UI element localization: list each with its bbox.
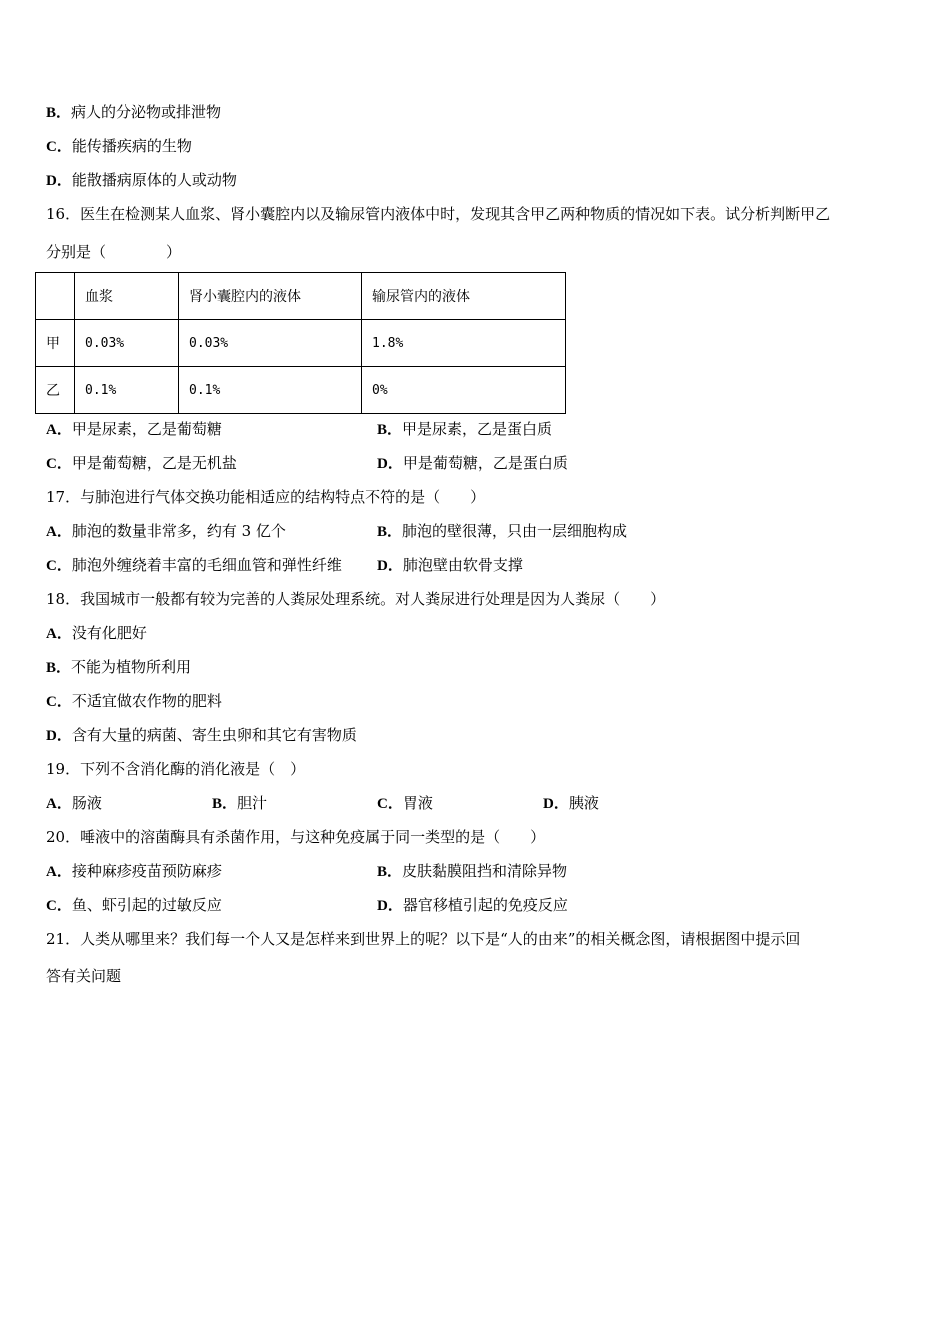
q15-option-d (46, 170, 237, 191)
option-letter: B． (377, 524, 403, 540)
table-cell: 0.03% (179, 320, 362, 367)
q20-stem: 20．唾液中的溶菌酶具有杀菌作用，与这种免疫属于同一类型的是（ ） (46, 828, 546, 846)
table-row (36, 367, 566, 414)
q20-option-c (46, 895, 222, 916)
q15-option-b (46, 102, 221, 123)
option-text: 胃液 (402, 794, 433, 812)
option-letter: D． (46, 173, 72, 189)
option-letter: C． (46, 139, 72, 155)
option-letter: A． (46, 422, 72, 438)
q16-option-c (46, 453, 237, 474)
option-letter: A． (46, 626, 72, 642)
table-header-cell: 血浆 (75, 273, 179, 320)
q16-table (35, 272, 566, 414)
table-header-row (36, 273, 566, 320)
q16-option-a (46, 419, 222, 440)
option-text: 接种麻疹疫苗预防麻疹 (71, 862, 222, 880)
option-letter: B． (377, 422, 403, 438)
option-text: 皮肤黏膜阻挡和清除异物 (402, 862, 568, 880)
table-cell: 0.03% (75, 320, 179, 367)
option-letter: D． (46, 728, 72, 744)
option-letter: B． (46, 105, 72, 121)
option-text: 甲是葡萄糖，乙是无机盐 (71, 454, 237, 472)
q21-stem-line2: 答有关问题 (46, 967, 122, 985)
q17-option-c (46, 555, 342, 576)
option-text: 能传播疾病的生物 (71, 137, 192, 155)
option-letter: D． (377, 898, 403, 914)
q16-stem-line2: 分别是（ ） (46, 243, 182, 261)
q18-stem: 18．我国城市一般都有较为完善的人粪尿处理系统。对人粪尿进行处理是因为人粪尿（ ） (46, 590, 666, 608)
option-text: 肺泡外缠绕着丰富的毛细血管和弹性纤维 (71, 556, 342, 574)
option-text: 甲是尿素，乙是蛋白质 (402, 420, 553, 438)
option-letter: A． (46, 796, 72, 812)
q20-option-b (377, 861, 567, 882)
q19-option-a (46, 793, 102, 814)
q18-option-a (46, 623, 147, 644)
option-text: 含有大量的病菌、寄生虫卵和其它有害物质 (71, 726, 357, 744)
q18-option-d (46, 725, 357, 746)
q18-option-c (46, 691, 222, 712)
option-text: 鱼、虾引起的过敏反应 (71, 896, 222, 914)
q16-option-d (377, 453, 568, 474)
q16-stem-line1: 16．医生在检测某人血浆、肾小囊腔内以及输尿管内液体中时，发现其含甲乙两种物质的情况如下表。试分析判断甲乙 (46, 205, 831, 223)
q21-stem-line1: 21．人类从哪里来？我们每一个人又是怎样来到世界上的呢？以下是“人的由来”的相关概念图，请根据图中提示回 (46, 930, 801, 948)
table-cell: 0.1% (75, 367, 179, 414)
option-text: 器官移植引起的免疫反应 (402, 896, 568, 914)
option-letter: D． (377, 456, 403, 472)
option-text: 肺泡壁由软骨支撑 (402, 556, 523, 574)
option-text: 胰液 (568, 794, 599, 812)
option-text: 肺泡的数量非常多，约有 3 亿个 (71, 522, 286, 540)
table-cell: 1.8% (362, 320, 566, 367)
option-text: 甲是葡萄糖，乙是蛋白质 (402, 454, 568, 472)
table-row-label: 甲 (36, 320, 75, 367)
option-letter: B． (46, 660, 72, 676)
option-letter: C． (46, 898, 72, 914)
q17-option-b (377, 521, 627, 542)
q20-option-a (46, 861, 222, 882)
option-text: 肺泡的壁很薄，只由一层细胞构成 (402, 522, 628, 540)
q15-option-c (46, 136, 192, 157)
q20-option-d (377, 895, 568, 916)
option-letter: C． (377, 796, 403, 812)
option-letter: A． (46, 864, 72, 880)
option-letter: C． (46, 558, 72, 574)
table-row (36, 320, 566, 367)
q19-option-c (377, 793, 433, 814)
table-cell: 0% (362, 367, 566, 414)
option-letter: B． (377, 864, 403, 880)
option-letter: C． (46, 456, 72, 472)
option-letter: D． (543, 796, 569, 812)
q18-option-b (46, 657, 191, 678)
table-header-cell (36, 273, 75, 320)
option-text: 能散播病原体的人或动物 (71, 171, 237, 189)
option-text: 甲是尿素，乙是葡萄糖 (71, 420, 222, 438)
table-header-cell: 肾小囊腔内的液体 (179, 273, 362, 320)
q16-option-b (377, 419, 552, 440)
option-text: 胆汁 (237, 794, 268, 812)
q19-option-b (212, 793, 267, 814)
q19-stem: 19．下列不含消化酶的消化液是（ ） (46, 760, 306, 778)
option-letter: C． (46, 694, 72, 710)
option-text: 不适宜做农作物的肥料 (71, 692, 222, 710)
option-text: 不能为植物所利用 (71, 658, 192, 676)
table-header-cell: 输尿管内的液体 (362, 273, 566, 320)
option-text: 病人的分泌物或排泄物 (71, 103, 222, 121)
q17-option-d (377, 555, 523, 576)
option-letter: A． (46, 524, 72, 540)
option-letter: D． (377, 558, 403, 574)
option-letter: B． (212, 796, 238, 812)
option-text: 没有化肥好 (71, 624, 147, 642)
q19-option-d (543, 793, 599, 814)
table-cell: 0.1% (179, 367, 362, 414)
option-text: 肠液 (71, 794, 102, 812)
q17-stem: 17．与肺泡进行气体交换功能相适应的结构特点不符的是（ ） (46, 488, 486, 506)
table-row-label: 乙 (36, 367, 75, 414)
q17-option-a (46, 521, 286, 542)
